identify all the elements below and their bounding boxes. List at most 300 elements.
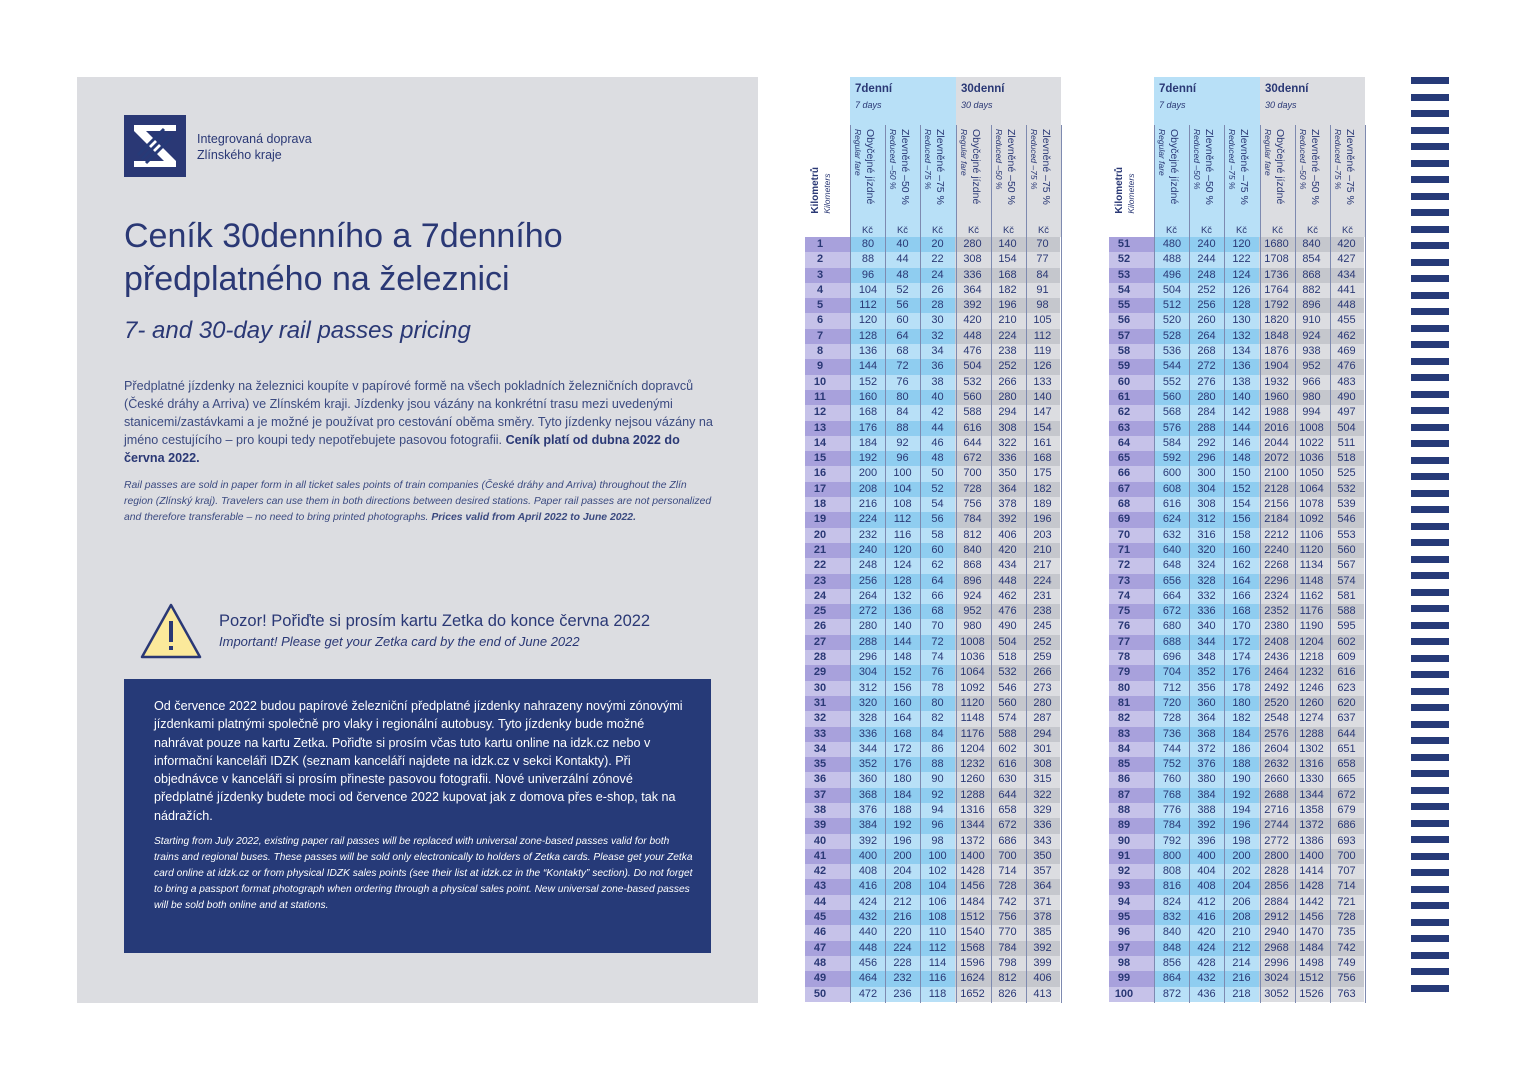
price-cell: 924 (1294, 329, 1329, 344)
price-cell: 118 (920, 987, 955, 1002)
price-cell: 440 (850, 925, 885, 940)
price-cell: 164 (1224, 574, 1259, 589)
stripe (1411, 473, 1449, 480)
price-cell: 328 (1189, 574, 1224, 589)
km-cell (805, 665, 850, 680)
table-row (805, 711, 1061, 726)
table-row (805, 772, 1061, 787)
price-cell: 544 (1154, 359, 1189, 374)
stripe (1411, 308, 1449, 315)
price-cell: 574 (990, 711, 1025, 726)
price-cell: 680 (1154, 619, 1189, 634)
km-value: 2 (816, 253, 824, 266)
price-cell: 623 (1329, 681, 1364, 696)
stripe (1411, 803, 1449, 810)
km-value: 43 (813, 880, 827, 893)
price-cell: 1232 (955, 757, 990, 772)
price-cell: 130 (1224, 313, 1259, 328)
page-title: Ceník 30denního a 7denního předplatného na železnici (124, 217, 563, 298)
price-cell: 441 (1329, 283, 1364, 298)
price-cell: 296 (850, 650, 885, 665)
price-cell: 1372 (1294, 818, 1329, 833)
km-value: 28 (813, 651, 827, 664)
price-cell: 434 (990, 558, 1025, 573)
warning-english: Important! Please get your Zetka card by the end of June 2022 (219, 634, 580, 649)
price-cell: 160 (885, 696, 920, 711)
price-cell: 1134 (1294, 558, 1329, 573)
km-cell (805, 742, 850, 757)
price-cell: 784 (990, 941, 1025, 956)
price-cell: 1820 (1259, 313, 1294, 328)
price-cell: 259 (1025, 650, 1060, 665)
km-cell (1109, 589, 1154, 604)
stripe (1411, 556, 1449, 563)
table-row (805, 895, 1061, 910)
km-value: 85 (1117, 758, 1131, 771)
currency-label: Kč (1306, 225, 1319, 236)
price-cell: 420 (955, 313, 990, 328)
price-cell: 763 (1329, 987, 1364, 1002)
price-cell: 208 (885, 879, 920, 894)
stripe (1411, 209, 1449, 216)
notice-czech: Od července 2022 budou papírové železniční předplatné jízdenky nahrazeny novými zónovými jízdenkami platnými společně pro vlaky i regionální autobusy. Tyto jízdenky bude možné nahrávat pouze na kartu Zetka. Pořiďte si prosím včas tuto kartu online na idzk.cz nebo v informační kanceláři IDZK (seznam kanceláří najdete na idzk.cz v sekci Kontakty). Při objednávce v kanceláři si prosím přineste pasovou fotografii. Nové univerzální zónové předplatné jízdenky budete moci od července 2022 kupovat jak z domova přes e-shop, tak na nádražích. (154, 699, 683, 823)
km-cell (1109, 696, 1154, 711)
price-cell: 256 (1189, 298, 1224, 313)
km-label: Kilometrů (810, 167, 821, 214)
stripe (1411, 440, 1449, 447)
price-cell: 1456 (1294, 910, 1329, 925)
price-cell: 1904 (1259, 359, 1294, 374)
km-value: 37 (813, 788, 827, 801)
price-cell: 108 (885, 497, 920, 512)
price-cell: 105 (1025, 313, 1060, 328)
price-cell: 368 (850, 788, 885, 803)
price-cell: 644 (955, 436, 990, 451)
price-cell: 1372 (955, 834, 990, 849)
price-cell: 546 (1329, 512, 1364, 527)
currency-label: Kč (1341, 225, 1354, 236)
km-header (1114, 167, 1137, 214)
stripe (1411, 275, 1449, 282)
price-cell: 348 (1189, 650, 1224, 665)
price-cell: 784 (955, 512, 990, 527)
price-cell: 192 (1224, 788, 1259, 803)
price-cell: 216 (885, 910, 920, 925)
table-row (805, 329, 1061, 344)
km-cell (805, 390, 850, 405)
price-cell: 388 (1189, 803, 1224, 818)
table-row (805, 925, 1061, 940)
price-cell: 90 (920, 772, 955, 787)
km-value: 74 (1117, 589, 1131, 602)
price-cell: 1736 (1259, 268, 1294, 283)
price-cell: 1204 (1294, 635, 1329, 650)
price-cell: 1344 (955, 818, 990, 833)
price-cell: 360 (850, 772, 885, 787)
price-cell: 980 (955, 619, 990, 634)
price-cell: 400 (1189, 849, 1224, 864)
price-cell: 200 (850, 466, 885, 481)
price-cell: 1050 (1294, 466, 1329, 481)
price-cell: 1428 (955, 864, 990, 879)
price-cell: 462 (1329, 329, 1364, 344)
price-cell: 469 (1329, 344, 1364, 359)
price-cell: 376 (850, 803, 885, 818)
km-value: 61 (1117, 390, 1131, 403)
price-cell: 292 (1189, 436, 1224, 451)
km-cell (805, 818, 850, 833)
price-cell: 456 (850, 956, 885, 971)
km-value: 22 (813, 559, 827, 572)
table-row (805, 910, 1061, 925)
price-cell: 707 (1329, 864, 1364, 879)
stripe (1411, 968, 1449, 975)
price-cell: 1288 (1294, 727, 1329, 742)
km-value: 8 (816, 345, 824, 358)
km-cell (1109, 803, 1154, 818)
price-cell: 152 (885, 665, 920, 680)
km-value: 80 (1117, 681, 1131, 694)
header-30-days-en: 30 days (961, 100, 993, 110)
price-cell: 420 (1329, 237, 1364, 252)
table-row (1109, 252, 1365, 267)
price-cell: 182 (1224, 711, 1259, 726)
price-cell: 284 (1189, 405, 1224, 420)
column-divider (1224, 125, 1225, 1003)
stripe (1411, 770, 1449, 777)
column-header-text (1262, 129, 1286, 204)
km-cell (805, 864, 850, 879)
km-value: 12 (813, 406, 827, 419)
zetka-logo-icon (124, 115, 186, 177)
price-cell: 672 (955, 451, 990, 466)
price-cell: 518 (990, 650, 1025, 665)
price-cell: 602 (1329, 635, 1364, 650)
price-cell: 264 (1189, 329, 1224, 344)
price-cell: 116 (885, 528, 920, 543)
km-value: 18 (813, 498, 827, 511)
km-value: 13 (813, 421, 827, 434)
km-value: 94 (1117, 895, 1131, 908)
column-header (991, 125, 1026, 237)
price-cell: 700 (955, 466, 990, 481)
price-cell: 428 (1189, 956, 1224, 971)
price-cell: 200 (885, 849, 920, 864)
km-value: 32 (813, 712, 827, 725)
km-value: 42 (813, 865, 827, 878)
price-cell: 448 (955, 329, 990, 344)
km-cell (1109, 681, 1154, 696)
price-cell: 436 (1189, 987, 1224, 1002)
stripe (1411, 325, 1449, 332)
column-header (1295, 125, 1330, 237)
price-cell: 1274 (1294, 711, 1329, 726)
price-cell: 588 (990, 727, 1025, 742)
km-cell (1109, 650, 1154, 665)
price-cell: 38 (920, 375, 955, 390)
price-cell: 196 (1224, 818, 1259, 833)
price-cell: 144 (885, 635, 920, 650)
price-cell: 124 (1224, 268, 1259, 283)
price-cell: 693 (1329, 834, 1364, 849)
km-value: 53 (1117, 268, 1131, 281)
price-cell: 756 (955, 497, 990, 512)
price-cell: 364 (1025, 879, 1060, 894)
price-cell: 637 (1329, 711, 1364, 726)
price-cell: 88 (850, 252, 885, 267)
column-header (1154, 125, 1189, 237)
price-cell: 432 (850, 910, 885, 925)
price-cell: 84 (1025, 268, 1060, 283)
price-cell: 808 (1154, 864, 1189, 879)
table-row (1109, 558, 1365, 573)
price-cell: 1008 (1294, 421, 1329, 436)
price-cell: 104 (850, 283, 885, 298)
price-cell: 1358 (1294, 803, 1329, 818)
km-value: 100 (1114, 987, 1134, 1000)
price-cell: 70 (920, 619, 955, 634)
km-cell (1109, 252, 1154, 267)
price-cell: 448 (850, 941, 885, 956)
km-value: 76 (1117, 620, 1131, 633)
km-value: 3 (816, 268, 824, 281)
km-value: 5 (816, 299, 824, 312)
km-cell (1109, 742, 1154, 757)
km-value: 59 (1117, 360, 1131, 373)
km-value: 24 (813, 589, 827, 602)
column-label: Obyčejné jízdné (1274, 129, 1286, 205)
km-cell (1109, 512, 1154, 527)
price-cell: 28 (920, 298, 955, 313)
price-cell: 483 (1329, 375, 1364, 390)
price-cell: 644 (990, 788, 1025, 803)
price-cell: 322 (1025, 788, 1060, 803)
price-cell: 1148 (1294, 574, 1329, 589)
currency-label: Kč (1037, 225, 1050, 236)
price-cell: 768 (1154, 788, 1189, 803)
table-row (1109, 298, 1365, 313)
stripe (1411, 193, 1449, 200)
stripe (1411, 374, 1449, 381)
price-cell: 2940 (1259, 925, 1294, 940)
price-cell: 104 (885, 482, 920, 497)
price-cell: 44 (885, 252, 920, 267)
price-cell: 1526 (1294, 987, 1329, 1002)
table-row (805, 558, 1061, 573)
km-cell (1109, 895, 1154, 910)
price-cell: 329 (1025, 803, 1060, 818)
table-row (805, 283, 1061, 298)
stripe (1411, 836, 1449, 843)
price-cell: 208 (850, 482, 885, 497)
table-row (1109, 925, 1365, 940)
stripe (1411, 407, 1449, 414)
price-table-1-50 (805, 77, 1061, 1003)
km-cell (805, 604, 850, 619)
price-cell: 882 (1294, 283, 1329, 298)
price-cell: 608 (1154, 482, 1189, 497)
price-cell: 910 (1294, 313, 1329, 328)
km-value: 91 (1117, 849, 1131, 862)
price-cell: 168 (885, 727, 920, 742)
price-cell: 480 (1154, 237, 1189, 252)
price-cell: 420 (1189, 925, 1224, 940)
stripe (1411, 127, 1449, 134)
price-cell: 194 (1224, 803, 1259, 818)
price-cell: 150 (1224, 466, 1259, 481)
price-cell: 392 (955, 298, 990, 313)
price-cell: 490 (1329, 390, 1364, 405)
km-cell (805, 589, 850, 604)
km-cell (1109, 283, 1154, 298)
column-label-en: Regular fare (1263, 129, 1273, 176)
price-cell: 1428 (1294, 879, 1329, 894)
stripe (1411, 869, 1449, 876)
table-row (1109, 405, 1365, 420)
price-cell: 294 (990, 405, 1025, 420)
km-cell (1109, 329, 1154, 344)
price-cell: 576 (1154, 421, 1189, 436)
price-cell: 196 (885, 834, 920, 849)
table-row (1109, 895, 1365, 910)
price-cell: 714 (1329, 879, 1364, 894)
price-cell: 360 (1189, 696, 1224, 711)
table-row (805, 834, 1061, 849)
price-cell: 658 (1329, 757, 1364, 772)
price-cell: 595 (1329, 619, 1364, 634)
km-value: 21 (813, 543, 827, 556)
table-row (1109, 451, 1365, 466)
km-value: 11 (814, 390, 826, 403)
price-cell: 96 (920, 818, 955, 833)
km-cell (805, 895, 850, 910)
table-row (1109, 650, 1365, 665)
price-cell: 144 (850, 359, 885, 374)
price-cell: 679 (1329, 803, 1364, 818)
column-label-en: Regular fare (959, 129, 969, 176)
price-cell: 312 (850, 681, 885, 696)
price-cell: 2576 (1259, 727, 1294, 742)
price-cell: 864 (1154, 971, 1189, 986)
km-cell (1109, 313, 1154, 328)
price-cell: 356 (1189, 681, 1224, 696)
price-cell: 2716 (1259, 803, 1294, 818)
km-cell (805, 696, 850, 711)
price-cell: 413 (1025, 987, 1060, 1002)
price-cell: 896 (1294, 298, 1329, 313)
price-cell: 296 (1189, 451, 1224, 466)
price-cell: 2688 (1259, 788, 1294, 803)
km-value: 14 (813, 436, 827, 449)
price-cell: 324 (1189, 558, 1224, 573)
price-cell: 210 (1224, 925, 1259, 940)
price-cell: 1078 (1294, 497, 1329, 512)
table-row (805, 451, 1061, 466)
price-cell: 256 (850, 574, 885, 589)
km-cell (805, 359, 850, 374)
table-row (1109, 344, 1365, 359)
price-cell: 504 (955, 359, 990, 374)
table-row (1109, 696, 1365, 711)
price-cell: 1036 (1294, 451, 1329, 466)
price-cell: 736 (1154, 727, 1189, 742)
km-header (810, 167, 833, 214)
header-30-days-label: 30denní (961, 83, 1005, 95)
price-cell: 336 (1025, 818, 1060, 833)
stripe (1411, 242, 1449, 249)
currency-label: Kč (861, 225, 874, 236)
km-cell (1109, 971, 1154, 986)
table-row (805, 864, 1061, 879)
price-cell: 340 (1189, 619, 1224, 634)
price-cell: 994 (1294, 405, 1329, 420)
price-cell: 2072 (1259, 451, 1294, 466)
price-cell: 416 (1189, 910, 1224, 925)
stripe (1411, 424, 1449, 431)
currency-label: Kč (896, 225, 909, 236)
price-cell: 2268 (1259, 558, 1294, 573)
table-row (1109, 390, 1365, 405)
price-cell: 744 (1154, 742, 1189, 757)
price-cell: 574 (1329, 574, 1364, 589)
km-cell (1109, 849, 1154, 864)
price-cell: 1988 (1259, 405, 1294, 420)
price-cell: 161 (1025, 436, 1060, 451)
column-header-text (958, 129, 982, 204)
price-cell: 528 (1154, 329, 1189, 344)
price-cell: 1456 (955, 879, 990, 894)
km-value: 29 (813, 666, 827, 679)
column-divider (1026, 125, 1027, 1003)
price-cell: 315 (1025, 772, 1060, 787)
price-cell: 322 (990, 436, 1025, 451)
km-cell (805, 941, 850, 956)
table-row (1109, 727, 1365, 742)
price-cell: 336 (955, 268, 990, 283)
km-value: 10 (813, 375, 827, 388)
price-cell: 497 (1329, 405, 1364, 420)
km-value: 36 (813, 773, 827, 786)
km-cell (1109, 359, 1154, 374)
price-cell: 1106 (1294, 528, 1329, 543)
page-subtitle: 7- and 30-day rail passes pricing (124, 317, 471, 344)
km-value: 27 (813, 635, 827, 648)
price-cell: 120 (850, 313, 885, 328)
column-label: Obyčejné jízdné (1168, 129, 1180, 205)
price-cell: 658 (990, 803, 1025, 818)
price-cell: 316 (1189, 528, 1224, 543)
km-cell (805, 925, 850, 940)
price-cell: 116 (920, 971, 955, 986)
km-cell (1109, 956, 1154, 971)
km-value: 62 (1117, 406, 1131, 419)
stripe (1411, 539, 1449, 546)
price-cell: 872 (1154, 987, 1189, 1002)
table-row (805, 696, 1061, 711)
price-cell: 434 (1329, 268, 1364, 283)
price-cell: 2156 (1259, 497, 1294, 512)
price-cell: 3052 (1259, 987, 1294, 1002)
price-cell: 609 (1329, 650, 1364, 665)
price-cell: 280 (1025, 696, 1060, 711)
price-cell: 686 (1329, 818, 1364, 833)
price-cell: 308 (1189, 497, 1224, 512)
price-cell: 1652 (955, 987, 990, 1002)
price-cell: 1120 (1294, 543, 1329, 558)
price-cell: 644 (1329, 727, 1364, 742)
price-cell: 1260 (1294, 696, 1329, 711)
column-label-en: Reduced –75 % (1227, 129, 1237, 190)
